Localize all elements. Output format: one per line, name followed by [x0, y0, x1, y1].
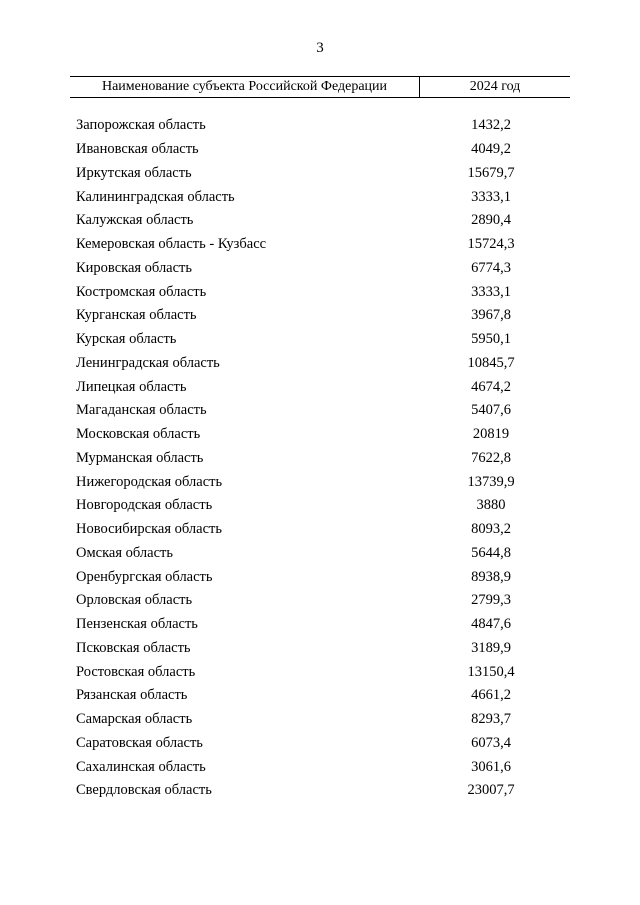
table-row	[70, 494, 570, 518]
header-year: 2024 год	[469, 79, 521, 94]
subject-name: Свердловская область	[76, 782, 212, 799]
subject-name: Московская область	[76, 426, 201, 443]
table-row	[70, 423, 570, 447]
subject-value: 5644,8	[471, 544, 511, 561]
subject-value: 15679,7	[467, 164, 515, 181]
subject-name: Запорожская область	[76, 117, 206, 134]
subject-name: Ростовская область	[76, 663, 196, 680]
subject-name: Сахалинская область	[76, 758, 206, 775]
subject-value: 8293,7	[471, 711, 511, 728]
subject-value: 6774,3	[471, 259, 511, 276]
subject-name: Орловская область	[76, 592, 193, 609]
table-row	[70, 328, 570, 352]
subject-name: Курская область	[76, 331, 177, 348]
table-row	[70, 470, 570, 494]
subject-value: 3333,1	[471, 283, 511, 300]
subject-value: 20819	[472, 426, 510, 443]
table-row	[70, 589, 570, 613]
subject-name: Калининградская область	[76, 188, 235, 205]
subject-name: Калужская область	[76, 212, 194, 229]
table-row	[70, 162, 570, 186]
subject-value: 4049,2	[471, 141, 511, 158]
table-row	[70, 352, 570, 376]
table-row	[70, 233, 570, 257]
subject-name: Кировская область	[76, 259, 193, 276]
table-row	[70, 779, 570, 803]
header-subject-name: Наименование субъекта Российской Федерации	[70, 77, 420, 97]
table-header	[70, 76, 570, 98]
table-row	[70, 114, 570, 138]
subject-value: 13150,4	[467, 663, 515, 680]
subject-name: Ленинградская область	[76, 354, 220, 371]
subject-value: 4674,2	[471, 378, 511, 395]
table-row	[70, 304, 570, 328]
subject-name: Мурманская область	[76, 449, 204, 466]
subject-value: 4847,6	[471, 616, 511, 633]
subject-value: 23007,7	[467, 782, 515, 799]
subject-value: 3189,9	[471, 639, 511, 656]
table-row	[70, 637, 570, 661]
subject-name: Оренбургская область	[76, 568, 213, 585]
subject-value: 6073,4	[471, 734, 511, 751]
table-row	[70, 708, 570, 732]
table-row	[70, 732, 570, 756]
subject-value: 1432,2	[471, 117, 511, 134]
subject-value: 3061,6	[471, 758, 511, 775]
subject-value: 5950,1	[471, 331, 511, 348]
subject-value: 3967,8	[471, 307, 511, 324]
subject-name: Самарская область	[76, 711, 193, 728]
table-row	[70, 138, 570, 162]
subject-name: Нижегородская область	[76, 473, 223, 490]
subject-name: Липецкая область	[76, 378, 187, 395]
subject-name: Курганская область	[76, 307, 197, 324]
table-row	[70, 660, 570, 684]
subject-name: Ивановская область	[76, 141, 199, 158]
table-row	[70, 280, 570, 304]
subject-value: 2890,4	[471, 212, 511, 229]
table-row	[70, 755, 570, 779]
subject-value: 15724,3	[467, 236, 515, 253]
subject-name: Иркутская область	[76, 164, 192, 181]
subject-value: 8093,2	[471, 521, 511, 538]
table-row	[70, 185, 570, 209]
table-row	[70, 542, 570, 566]
subject-name: Псковская область	[76, 639, 191, 656]
subject-name: Новосибирская область	[76, 521, 222, 538]
subject-value: 3880	[476, 497, 506, 514]
table-body	[70, 114, 570, 803]
table-row	[70, 209, 570, 233]
subject-name: Пензенская область	[76, 616, 198, 633]
subject-value: 13739,9	[467, 473, 515, 490]
subject-value: 3333,1	[471, 188, 511, 205]
subject-name: Саратовская область	[76, 734, 203, 751]
subject-name: Кемеровская область - Кузбасс	[76, 236, 267, 253]
data-table	[70, 76, 570, 803]
table-row	[70, 518, 570, 542]
table-row	[70, 613, 570, 637]
table-row	[70, 257, 570, 281]
subject-value: 10845,7	[467, 354, 515, 371]
subject-name: Рязанская область	[76, 687, 188, 704]
page-number: 3	[316, 40, 324, 56]
subject-value: 4661,2	[471, 687, 511, 704]
subject-value: 7622,8	[471, 449, 511, 466]
table-row	[70, 565, 570, 589]
table-row	[70, 684, 570, 708]
subject-name: Магаданская область	[76, 402, 207, 419]
subject-name: Омская область	[76, 544, 173, 561]
subject-value: 5407,6	[471, 402, 511, 419]
subject-name: Новгородская область	[76, 497, 213, 514]
subject-value: 2799,3	[471, 592, 511, 609]
subject-value: 8938,9	[471, 568, 511, 585]
table-row	[70, 399, 570, 423]
table-row	[70, 447, 570, 471]
table-row	[70, 375, 570, 399]
subject-name: Костромская область	[76, 283, 207, 300]
